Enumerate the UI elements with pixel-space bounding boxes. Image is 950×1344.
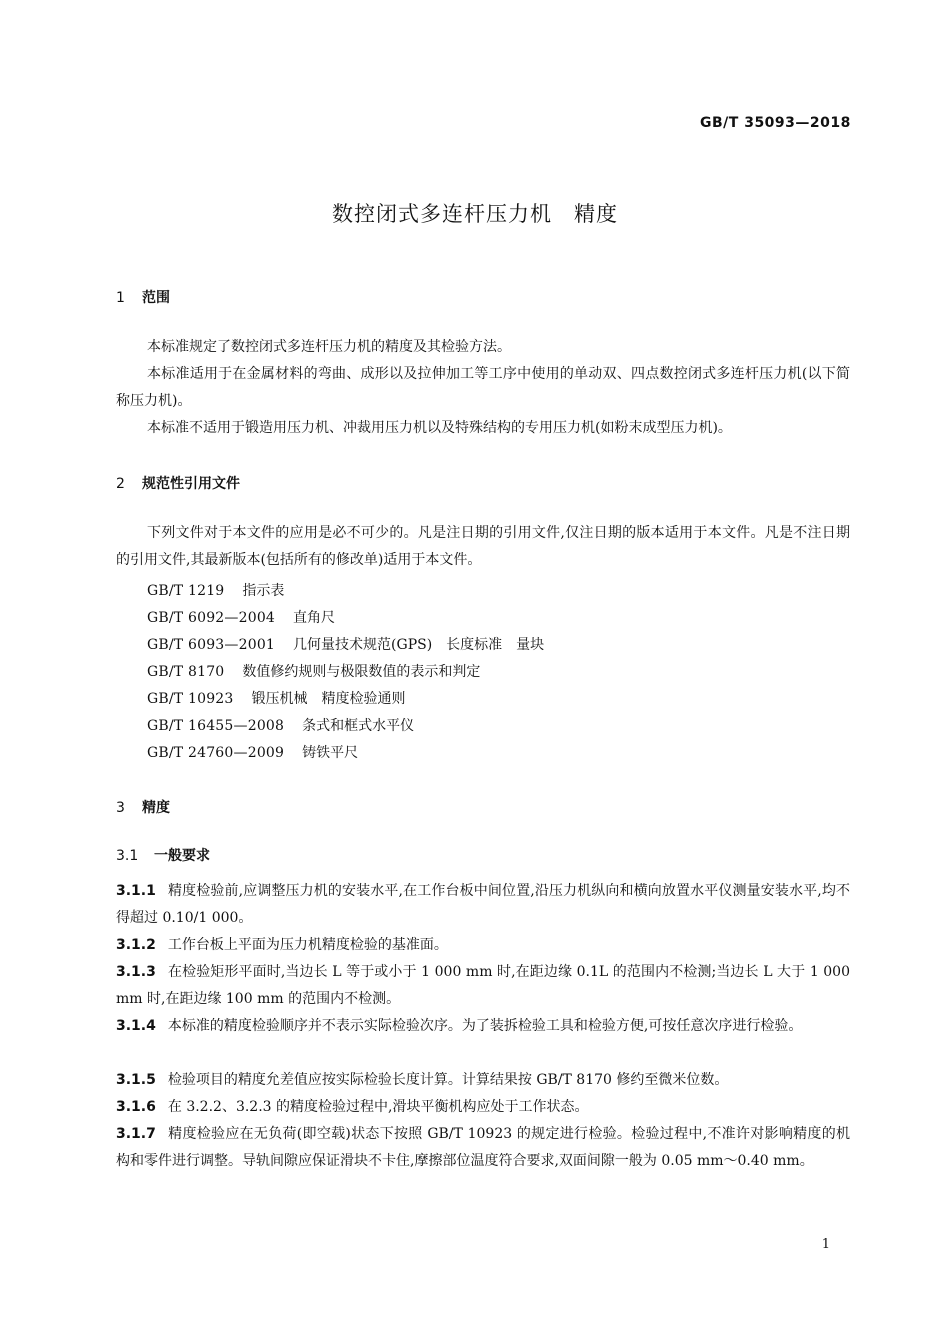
reference-code: GB/T 24760—2009: [147, 745, 285, 761]
reference-item: [147, 580, 284, 600]
clause-text: 在 3.2.2、3.2.3 的精度检验过程中,滑块平衡机构应处于工作状态。: [167, 1099, 589, 1115]
section-number: 1: [116, 290, 125, 306]
clause-number: 3.1.3: [116, 964, 156, 980]
section-number: 3: [116, 800, 125, 816]
section-title: 精度: [142, 800, 170, 816]
reference-title: 直角尺: [293, 610, 336, 626]
reference-item: [147, 634, 544, 654]
clause-number: 3.1.1: [116, 883, 156, 899]
clause-text: 本标准的精度检验顺序并不表示实际检验次序。为了装拆检验工具和检验方便,可按任意次序进行检验。: [167, 1018, 803, 1034]
clause: [116, 878, 850, 932]
paragraph: 本标准适用于在金属材料的弯曲、成形以及拉伸加工等工序中使用的单动双、四点数控闭式多连杆压力机(以下简称压力机)。: [116, 366, 850, 409]
reference-code: GB/T 10923: [147, 691, 234, 707]
section-2-heading: [116, 473, 240, 493]
clause-number: 3.1.6: [116, 1099, 156, 1115]
clause: [116, 1013, 850, 1040]
document-title: 数控闭式多连杆压力机 精度: [332, 202, 618, 226]
reference-title: 数值修约规则与极限数值的表示和判定: [242, 664, 481, 680]
reference-title: 锻压机械 精度检验通则: [251, 691, 406, 707]
section-1-heading: [116, 287, 170, 307]
reference-title: 条式和框式水平仪: [302, 718, 415, 734]
paragraph: 本标准不适用于锻造用压力机、冲裁用压力机以及特殊结构的专用压力机(如粉末成型压力机)。: [147, 420, 732, 436]
clause-number: 3.1.5: [116, 1072, 156, 1088]
section-number: 2: [116, 476, 125, 492]
reference-item: [147, 715, 414, 735]
clause: [116, 1067, 850, 1094]
clause-number: 3.1.2: [116, 937, 156, 953]
clause-text: 在检验矩形平面时,当边长 L 等于或小于 1 000 mm 时,在距边缘 0.1L 的范围内不检测;当边长 L 大于 1 000 mm 时,在距边缘 100 mm 的范围内不检测。: [116, 964, 850, 1007]
reference-title: 指示表: [242, 583, 285, 599]
reference-item: [147, 661, 480, 681]
standard-number: GB/T 35093—2018: [700, 115, 851, 131]
reference-title: 铸铁平尺: [302, 745, 359, 761]
clause: [116, 932, 850, 959]
subsection-heading: [116, 845, 210, 865]
reference-code: GB/T 8170: [147, 664, 225, 680]
clause-text: 检验项目的精度允差值应按实际检验长度计算。计算结果按 GB/T 8170 修约至微米位数。: [167, 1072, 729, 1088]
clause-number: 3.1.7: [116, 1126, 156, 1142]
clause-text: 精度检验应在无负荷(即空载)状态下按照 GB/T 10923 的规定进行检验。检验过程中,不准许对影响精度的机构和零件进行调整。导轨间隙应保证滑块不卡住,摩擦部位温度符合要求,双面间隙一般为 0.05 mm～0.40 mm。: [116, 1126, 850, 1169]
reference-title: 几何量技术规范(GPS) 长度标准 量块: [293, 637, 545, 653]
clause-text: 精度检验前,应调整压力机的安装水平,在工作台板中间位置,沿压力机纵向和横向放置水平仪测量安装水平,均不得超过 0.10/1 000。: [116, 883, 850, 926]
clause: [116, 1094, 850, 1121]
subsection-number: 3.1: [116, 848, 139, 864]
reference-item: [147, 607, 335, 627]
reference-code: GB/T 6092—2004: [147, 610, 276, 626]
section-title: 规范性引用文件: [142, 476, 240, 492]
reference-code: GB/T 16455—2008: [147, 718, 285, 734]
clause: [116, 959, 850, 1013]
section-3-heading: [116, 797, 170, 817]
reference-item: [147, 688, 406, 708]
section-title: 范围: [142, 290, 170, 306]
paragraph: 本标准规定了数控闭式多连杆压力机的精度及其检验方法。: [147, 339, 511, 355]
reference-code: GB/T 1219: [147, 583, 225, 599]
paragraph: 下列文件对于本文件的应用是必不可少的。凡是注日期的引用文件,仅注日期的版本适用于本文件。凡是不注日期的引用文件,其最新版本(包括所有的修改单)适用于本文件。: [116, 525, 850, 568]
page-number: 1: [821, 1237, 830, 1252]
reference-item: [147, 742, 358, 762]
clause: [116, 1121, 850, 1175]
reference-code: GB/T 6093—2001: [147, 637, 276, 653]
clause-number: 3.1.4: [116, 1018, 156, 1034]
subsection-title: 一般要求: [154, 848, 210, 864]
clause-text: 工作台板上平面为压力机精度检验的基准面。: [167, 937, 448, 953]
